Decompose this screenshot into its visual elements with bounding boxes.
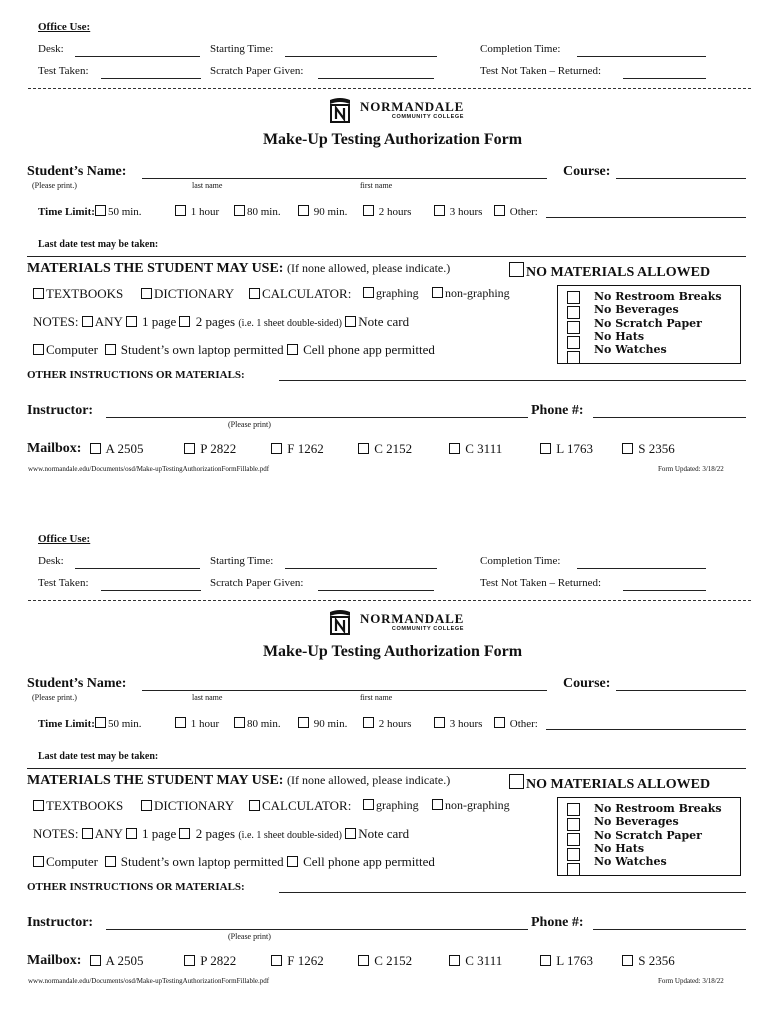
- logo-subtitle: COMMUNITY COLLEGE: [391, 113, 465, 120]
- time-80min-label: 80 min.: [247, 206, 281, 218]
- logo-subtitle: COMMUNITY COLLEGE: [391, 625, 465, 632]
- mailbox-a2505-checkbox[interactable]: [90, 443, 101, 454]
- materials-note: (If none allowed, please indicate.): [286, 773, 451, 787]
- no-beverages-label: No Beverages: [594, 303, 679, 317]
- materials-note: (If none allowed, please indicate.): [286, 261, 451, 275]
- other-instructions-label: OTHER INSTRUCTIONS OR MATERIALS:: [27, 369, 245, 381]
- mailbox-label: Mailbox:: [27, 953, 82, 968]
- scratch-paper-label: Scratch Paper Given:: [210, 65, 304, 77]
- form-updated: Form Updated: 3/18/22: [658, 465, 724, 473]
- please-print-note: (Please print.): [32, 181, 77, 190]
- time-2hours-checkbox[interactable]: [363, 205, 374, 216]
- time-3hours-label: 3 hours: [449, 718, 483, 730]
- test-taken-label: Test Taken:: [38, 577, 89, 589]
- notes-any-checkbox[interactable]: [82, 316, 93, 327]
- last-date-label: Last date test may be taken:: [38, 751, 159, 762]
- notes-1page-checkbox[interactable]: [126, 316, 137, 327]
- phone-label: Phone #:: [531, 403, 584, 418]
- restrictions-box: [557, 797, 741, 876]
- last-name-caption: last name: [192, 693, 223, 702]
- computer-label: Computer: [46, 854, 98, 869]
- time-50min-label: 50 min.: [107, 718, 142, 730]
- mailbox-s2356-checkbox[interactable]: [622, 443, 633, 454]
- mailbox-l1763-checkbox[interactable]: [540, 955, 551, 966]
- mailbox-label: Mailbox:: [27, 441, 82, 456]
- notes-any-label: ANY: [94, 826, 123, 841]
- time-90min-label: 90 min.: [313, 206, 348, 218]
- notes-any-checkbox[interactable]: [82, 828, 93, 839]
- notes-sheet-note: (i.e. 1 sheet double-sided): [238, 318, 342, 329]
- no-watches-checkbox[interactable]: [567, 863, 580, 876]
- cut-line: [28, 600, 751, 601]
- scratch-paper-field[interactable]: [318, 78, 434, 79]
- time-80min-checkbox[interactable]: [234, 205, 245, 216]
- mailbox-l1763-label: L 1763: [556, 953, 593, 968]
- course-field[interactable]: [616, 690, 746, 691]
- logo-name: NORMANDALE: [360, 98, 465, 114]
- time-1hour-checkbox[interactable]: [175, 205, 186, 216]
- time-90min-checkbox[interactable]: [298, 205, 309, 216]
- mailbox-a2505-label: A 2505: [105, 953, 144, 968]
- notes-1page-checkbox[interactable]: [126, 828, 137, 839]
- no-materials-checkbox[interactable]: [509, 774, 524, 789]
- note-card-checkbox[interactable]: [345, 316, 356, 327]
- note-card-label: Note card: [358, 826, 410, 841]
- time-3hours-checkbox[interactable]: [434, 205, 445, 216]
- no-beverages-checkbox[interactable]: [567, 818, 580, 831]
- time-other-field[interactable]: [546, 729, 746, 730]
- dictionary-label: DICTIONARY: [154, 798, 235, 813]
- student-name-field[interactable]: [142, 178, 547, 179]
- graphing-label: graphing: [376, 798, 419, 812]
- mailbox-s2356-label: S 2356: [638, 953, 675, 968]
- last-date-field[interactable]: [27, 768, 746, 769]
- time-other-field[interactable]: [546, 217, 746, 218]
- last-date-label: Last date test may be taken:: [38, 239, 159, 250]
- test-not-taken-label: Test Not Taken – Returned:: [480, 577, 602, 589]
- office-use-heading: Office Use:: [38, 533, 91, 545]
- notes-label: NOTES:: [33, 826, 79, 841]
- desk-label: Desk:: [38, 43, 64, 55]
- mailbox-p2822-label: P 2822: [200, 441, 237, 456]
- completion-time-label: Completion Time:: [480, 555, 561, 567]
- starting-time-field[interactable]: [285, 56, 437, 57]
- instructor-label: Instructor:: [27, 915, 94, 930]
- graphing-label: graphing: [376, 286, 419, 300]
- mailbox-c3111-label: C 3111: [465, 441, 503, 456]
- computer-checkbox[interactable]: [33, 856, 44, 867]
- time-50min-checkbox[interactable]: [95, 205, 106, 216]
- time-80min-checkbox[interactable]: [234, 717, 245, 728]
- phone-field[interactable]: [593, 417, 746, 418]
- restrictions-box: [557, 285, 741, 364]
- last-date-field[interactable]: [27, 256, 746, 257]
- time-50min-checkbox[interactable]: [95, 717, 106, 728]
- no-restroom-checkbox[interactable]: [567, 291, 580, 304]
- normandale-logo: [328, 609, 464, 635]
- logo-mark-icon: [328, 97, 352, 123]
- notes-2pages-label: 2 pages: [195, 314, 236, 329]
- other-instructions-field[interactable]: [279, 380, 746, 381]
- starting-time-field[interactable]: [285, 568, 437, 569]
- time-3hours-label: 3 hours: [449, 206, 483, 218]
- test-taken-field[interactable]: [101, 78, 201, 79]
- time-other-checkbox[interactable]: [494, 205, 505, 216]
- time-90min-checkbox[interactable]: [298, 717, 309, 728]
- time-50min-label: 50 min.: [107, 206, 142, 218]
- no-scratch-paper-checkbox[interactable]: [567, 321, 580, 334]
- instructor-print-note: (Please print): [228, 420, 271, 429]
- cell-phone-checkbox[interactable]: [287, 856, 298, 867]
- no-beverages-label: No Beverages: [594, 815, 679, 829]
- mailbox-c3111-label: C 3111: [465, 953, 503, 968]
- no-beverages-checkbox[interactable]: [567, 306, 580, 319]
- mailbox-a2505-label: A 2505: [105, 441, 144, 456]
- non-graphing-label: non-graphing: [445, 286, 510, 300]
- desk-label: Desk:: [38, 555, 64, 567]
- form-title: Make-Up Testing Authorization Form: [262, 643, 523, 660]
- cell-phone-label: Cell phone app permitted: [303, 854, 435, 869]
- first-name-caption: first name: [360, 181, 393, 190]
- no-hats-checkbox[interactable]: [567, 336, 580, 349]
- other-instructions-field[interactable]: [279, 892, 746, 893]
- logo-mark-icon: [328, 609, 352, 635]
- time-80min-label: 80 min.: [247, 718, 281, 730]
- test-not-taken-label: Test Not Taken – Returned:: [480, 65, 602, 77]
- no-scratch-paper-checkbox[interactable]: [567, 833, 580, 846]
- time-1hour-label: 1 hour: [190, 718, 220, 730]
- no-hats-label: No Hats: [594, 841, 645, 855]
- time-limit-label: Time Limit:: [38, 206, 95, 218]
- no-materials-label: NO MATERIALS ALLOWED: [526, 777, 711, 792]
- time-other-label: Other:: [509, 718, 538, 730]
- computer-label: Computer: [46, 342, 98, 357]
- computer-checkbox[interactable]: [33, 344, 44, 355]
- non-graphing-checkbox[interactable]: [432, 799, 443, 810]
- starting-time-label: Starting Time:: [210, 555, 274, 567]
- textbooks-label: TEXTBOOKS: [46, 798, 124, 813]
- calculator-label: CALCULATOR:: [262, 798, 352, 813]
- time-2hours-label: 2 hours: [378, 718, 412, 730]
- phone-label: Phone #:: [531, 915, 584, 930]
- desk-field[interactable]: [75, 56, 200, 57]
- course-field[interactable]: [616, 178, 746, 179]
- dictionary-label: DICTIONARY: [154, 286, 235, 301]
- starting-time-label: Starting Time:: [210, 43, 274, 55]
- laptop-checkbox[interactable]: [105, 856, 116, 867]
- mailbox-c2152-label: C 2152: [374, 953, 413, 968]
- notes-2pages-checkbox[interactable]: [179, 828, 190, 839]
- no-materials-label: NO MATERIALS ALLOWED: [526, 265, 711, 280]
- no-watches-label: No Watches: [594, 343, 667, 357]
- mailbox-f1262-label: F 1262: [287, 953, 324, 968]
- notes-label: NOTES:: [33, 314, 79, 329]
- instructor-print-note: (Please print): [228, 932, 271, 941]
- form-title: Make-Up Testing Authorization Form: [262, 131, 523, 148]
- test-not-taken-field[interactable]: [623, 590, 706, 591]
- no-scratch-paper-label: No Scratch Paper: [594, 316, 702, 330]
- mailbox-c2152-checkbox[interactable]: [358, 443, 369, 454]
- materials-heading: MATERIALS THE STUDENT MAY USE:: [27, 773, 284, 788]
- test-taken-field[interactable]: [101, 590, 201, 591]
- course-label: Course:: [563, 676, 611, 691]
- authorization-form-bottom: [0, 512, 770, 1024]
- time-other-checkbox[interactable]: [494, 717, 505, 728]
- note-card-checkbox[interactable]: [345, 828, 356, 839]
- notes-1page-label: 1 page: [141, 826, 177, 841]
- laptop-label: Student’s own laptop permitted: [120, 854, 284, 869]
- other-instructions-label: OTHER INSTRUCTIONS OR MATERIALS:: [27, 881, 245, 893]
- scratch-paper-label: Scratch Paper Given:: [210, 577, 304, 589]
- mailbox-c2152-label: C 2152: [374, 441, 413, 456]
- instructor-field[interactable]: [106, 929, 528, 930]
- mailbox-p2822-checkbox[interactable]: [184, 955, 195, 966]
- non-graphing-checkbox[interactable]: [432, 287, 443, 298]
- no-materials-checkbox[interactable]: [509, 262, 524, 277]
- notes-any-label: ANY: [94, 314, 123, 329]
- instructor-label: Instructor:: [27, 403, 94, 418]
- textbooks-label: TEXTBOOKS: [46, 286, 124, 301]
- dictionary-checkbox[interactable]: [141, 800, 152, 811]
- no-restroom-checkbox[interactable]: [567, 803, 580, 816]
- no-restroom-label: No Restroom Breaks: [594, 802, 722, 815]
- time-other-label: Other:: [509, 206, 538, 218]
- mailbox-f1262-label: F 1262: [287, 441, 324, 456]
- cell-phone-label: Cell phone app permitted: [303, 342, 435, 357]
- non-graphing-label: non-graphing: [445, 798, 510, 812]
- course-label: Course:: [563, 164, 611, 179]
- graphing-checkbox[interactable]: [363, 287, 374, 298]
- student-name-field[interactable]: [142, 690, 547, 691]
- test-not-taken-field[interactable]: [623, 78, 706, 79]
- mailbox-f1262-checkbox[interactable]: [271, 443, 282, 454]
- mailbox-s2356-label: S 2356: [638, 441, 675, 456]
- notes-2pages-label: 2 pages: [195, 826, 236, 841]
- completion-time-label: Completion Time:: [480, 43, 561, 55]
- mailbox-p2822-label: P 2822: [200, 953, 237, 968]
- calculator-checkbox[interactable]: [249, 800, 260, 811]
- phone-field[interactable]: [593, 929, 746, 930]
- no-restroom-label: No Restroom Breaks: [594, 290, 722, 303]
- test-taken-label: Test Taken:: [38, 65, 89, 77]
- materials-heading: MATERIALS THE STUDENT MAY USE:: [27, 261, 284, 276]
- mailbox-s2356-checkbox[interactable]: [622, 955, 633, 966]
- mailbox-c3111-checkbox[interactable]: [449, 443, 460, 454]
- time-2hours-label: 2 hours: [378, 206, 412, 218]
- completion-time-field[interactable]: [577, 56, 706, 57]
- textbooks-checkbox[interactable]: [33, 800, 44, 811]
- time-90min-label: 90 min.: [313, 718, 348, 730]
- student-name-label: Student’s Name:: [27, 164, 127, 179]
- instructor-field[interactable]: [106, 417, 528, 418]
- notes-sheet-note: (i.e. 1 sheet double-sided): [238, 830, 342, 841]
- last-name-caption: last name: [192, 181, 223, 190]
- mailbox-a2505-checkbox[interactable]: [90, 955, 101, 966]
- student-name-label: Student’s Name:: [27, 676, 127, 691]
- mailbox-l1763-checkbox[interactable]: [540, 443, 551, 454]
- time-limit-label: Time Limit:: [38, 718, 95, 730]
- calculator-checkbox[interactable]: [249, 288, 260, 299]
- note-card-label: Note card: [358, 314, 410, 329]
- time-3hours-checkbox[interactable]: [434, 717, 445, 728]
- form-updated: Form Updated: 3/18/22: [658, 977, 724, 985]
- no-watches-label: No Watches: [594, 855, 667, 869]
- normandale-logo: [328, 97, 464, 123]
- time-2hours-checkbox[interactable]: [363, 717, 374, 728]
- mailbox-p2822-checkbox[interactable]: [184, 443, 195, 454]
- mailbox-c3111-checkbox[interactable]: [449, 955, 460, 966]
- graphing-checkbox[interactable]: [363, 799, 374, 810]
- scratch-paper-field[interactable]: [318, 590, 434, 591]
- cut-line: [28, 88, 751, 89]
- time-1hour-checkbox[interactable]: [175, 717, 186, 728]
- completion-time-field[interactable]: [577, 568, 706, 569]
- mailbox-f1262-checkbox[interactable]: [271, 955, 282, 966]
- textbooks-checkbox[interactable]: [33, 288, 44, 299]
- please-print-note: (Please print.): [32, 693, 77, 702]
- mailbox-c2152-checkbox[interactable]: [358, 955, 369, 966]
- notes-2pages-checkbox[interactable]: [179, 316, 190, 327]
- no-scratch-paper-label: No Scratch Paper: [594, 828, 702, 842]
- no-watches-checkbox[interactable]: [567, 351, 580, 364]
- laptop-label: Student’s own laptop permitted: [120, 342, 284, 357]
- calculator-label: CALCULATOR:: [262, 286, 352, 301]
- office-use-heading: Office Use:: [38, 21, 91, 33]
- no-hats-label: No Hats: [594, 329, 645, 343]
- cell-phone-checkbox[interactable]: [287, 344, 298, 355]
- logo-name: NORMANDALE: [360, 610, 465, 626]
- form-url: www.normandale.edu/Documents/osd/Make-upTestingAuthorizationFormFillable.pdf: [28, 465, 270, 473]
- form-url: www.normandale.edu/Documents/osd/Make-upTestingAuthorizationFormFillable.pdf: [28, 977, 270, 985]
- mailbox-l1763-label: L 1763: [556, 441, 593, 456]
- time-1hour-label: 1 hour: [190, 206, 220, 218]
- laptop-checkbox[interactable]: [105, 344, 116, 355]
- desk-field[interactable]: [75, 568, 200, 569]
- first-name-caption: first name: [360, 693, 393, 702]
- no-hats-checkbox[interactable]: [567, 848, 580, 861]
- dictionary-checkbox[interactable]: [141, 288, 152, 299]
- notes-1page-label: 1 page: [141, 314, 177, 329]
